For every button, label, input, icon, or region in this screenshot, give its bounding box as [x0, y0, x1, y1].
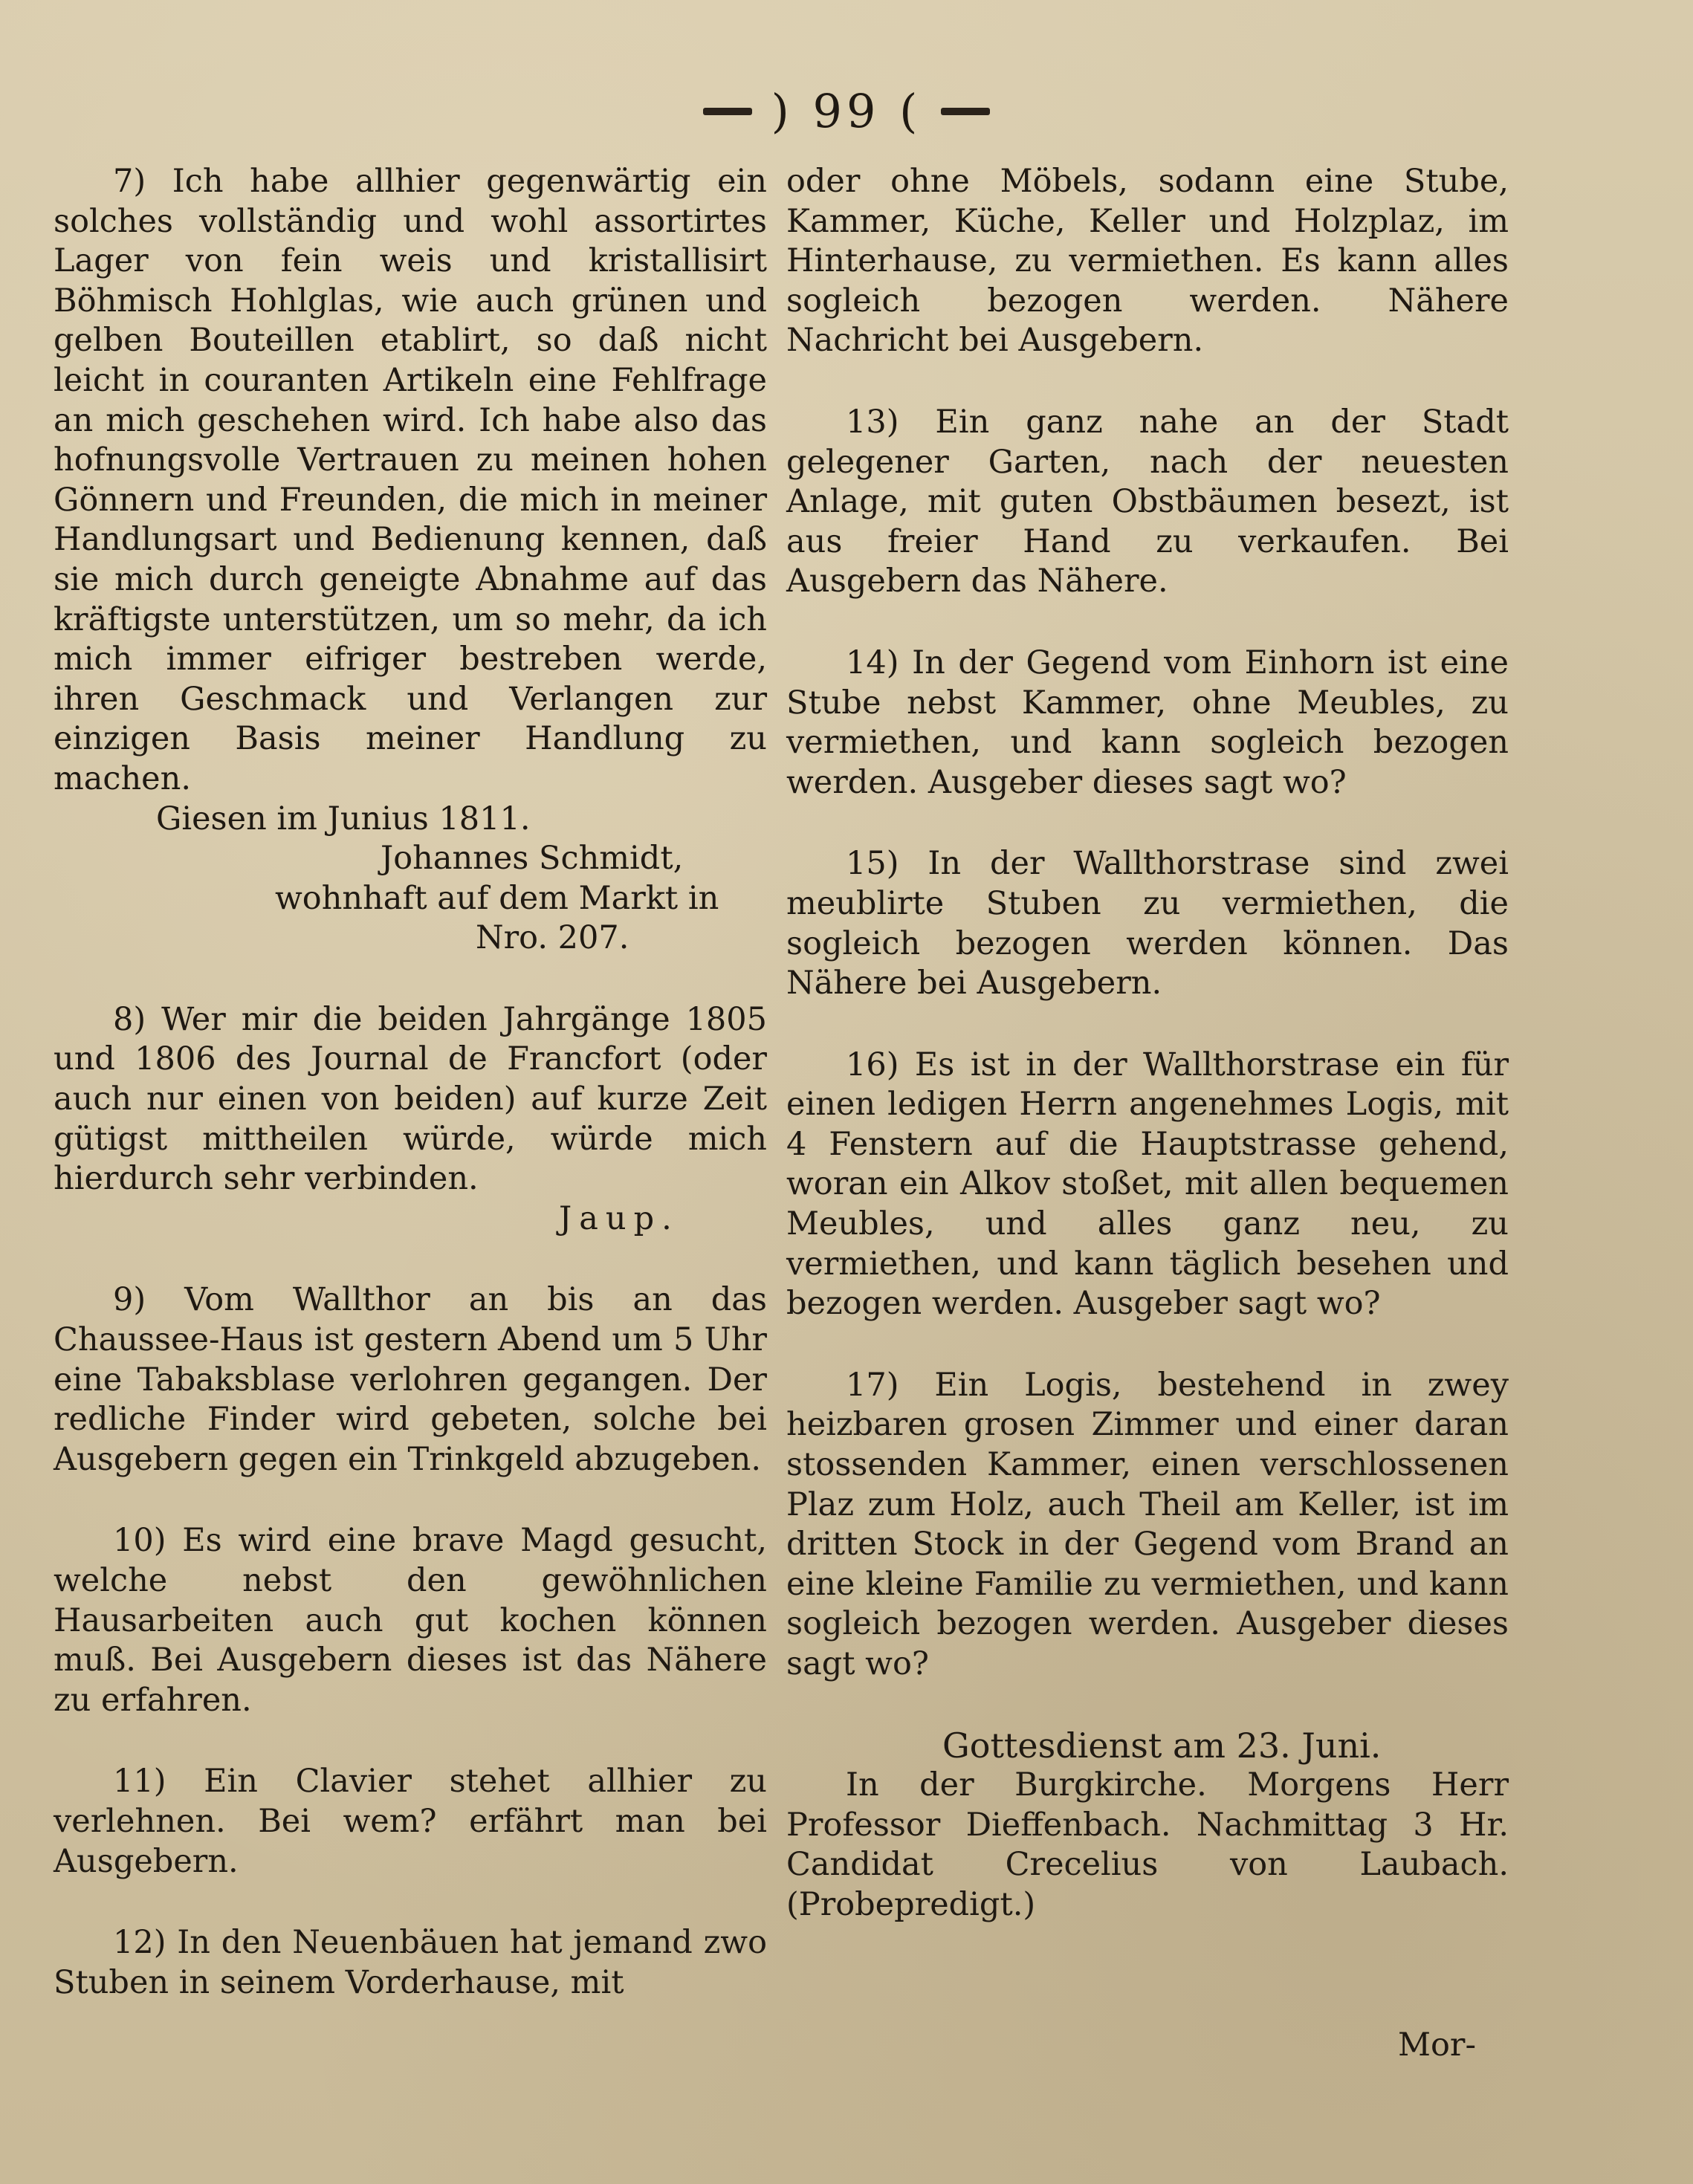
notice-7-signoff: [54, 800, 767, 959]
notice-9-text: 9) Vom Wallthor an bis an das Chaussee-Haus ist gestern Abend um 5 Uhr eine Tabaksblase verlohren gegangen. Der redliche Finder wird gebeten, solche bei Ausgebern gegen ein Trinkgeld abzugeben.: [54, 1281, 767, 1478]
header-rule-left: [703, 108, 752, 115]
notice-8-signoff: [54, 1199, 767, 1240]
left-column: [54, 162, 767, 2044]
notice-15: [786, 844, 1509, 1003]
notice-15-text: 15) In der Wallthorstrase sind zwei meublirte Stuben zu vermiethen, die sogleich bezogen werden können. Das Nähere bei Ausgebern.: [786, 845, 1509, 1002]
notice-14: [786, 644, 1509, 803]
notice-12-continued-text: oder ohne Möbels, sodann eine Stube, Kammer, Küche, Keller und Holzplaz, im Hinterhause, zu vermiethen. Es kann alles sogleich bezogen werden. Nähere Nachricht bei Ausgebern.: [786, 163, 1509, 360]
notice-11: [54, 1762, 767, 1882]
notice-8-text: 8) Wer mir die beiden Jahrgänge 1805 und 1806 des Journal de Francfort (oder auch nur einen von beiden) auf kurze Zeit gütigst mittheilen würde, würde mich hierdurch sehr verbinden.: [54, 1000, 767, 1198]
right-column: [786, 162, 1509, 1967]
notice-12-continued: [786, 162, 1509, 361]
page-header: [0, 82, 1693, 141]
notice-16-text: 16) Es ist in der Wallthorstrase ein für einen ledigen Herrn angenehmes Logis, mit 4 Fenstern auf die Hauptstrasse gehend, woran ein Alkov stoßet, mit allen bequemen Meubles, und alles ganz neu, zu vermiethen, und kann täglich besehen und bezogen werden. Ausgeber sagt wo?: [786, 1046, 1509, 1323]
notice-8-signature: Jaup.: [559, 1199, 679, 1237]
notice-7-place-date: Giesen im Junius 1811.: [156, 800, 531, 837]
notice-14-text: 14) In der Gegend vom Einhorn ist eine Stube nebst Kammer, ohne Meubles, zu vermiethen, und kann sogleich bezogen werden. Ausgeber dieses sagt wo?: [786, 644, 1509, 801]
notice-7: [54, 162, 767, 959]
notice-12-start-text: 12) In den Neuenbäuen hat jemand zwo Stuben in seinem Vorderhause, mit: [54, 1924, 767, 2001]
notice-9: [54, 1280, 767, 1480]
page-number: ) 99 (: [771, 84, 922, 138]
header-rule-right: [941, 108, 990, 115]
catchword: Mor-: [1397, 2026, 1476, 2064]
notice-10: [54, 1521, 767, 1720]
notice-8: [54, 1000, 767, 1240]
notice-13-text: 13) Ein ganz nahe an der Stadt gelegener Garten, nach der neuesten Anlage, mit guten Obstbäumen besezt, ist aus freier Hand zu verkaufen. Bei Ausgebern das Nähere.: [786, 403, 1509, 600]
notice-16: [786, 1046, 1509, 1324]
notice-17: [786, 1366, 1509, 1685]
notice-13: [786, 403, 1509, 602]
notice-11-text: 11) Ein Clavier stehet allhier zu verlehnen. Bei wem? erfährt man bei Ausgebern.: [54, 1763, 767, 1880]
notice-7-address-line2: Nro. 207.: [476, 919, 629, 957]
church-service-title: Gottesdienst am 23. Juni.: [942, 1725, 1382, 1766]
church-service-text: In der Burgkirche. Morgens Herr Professor Dieffenbach. Nachmittag 3 Hr. Candidat Crecelius von Laubach. (Probepredigt.): [786, 1766, 1509, 1923]
notice-7-text: 7) Ich habe allhier gegenwärtig ein solches vollständig und wohl assortirtes Lager von fein weis und kristallisirt Böhmisch Hohlglas, wie auch grünen und gelben Bouteillen etablirt, so daß nicht leicht in couranten Artikeln eine Fehlfrage an mich geschehen wird. Ich habe also das hofnungsvolle Vertrauen zu meinen hohen Gönnern und Freunden, die mich in meiner Handlungsart und Bedienung kennen, daß sie mich durch geneigte Abnahme auf das kräftigste unterstützen, um so mehr, da ich mich immer eifriger bestreben werde, ihren Geschmack und Verlangen zur einzigen Basis meiner Handlung zu machen.: [54, 163, 767, 797]
notice-10-text: 10) Es wird eine brave Magd gesucht, welche nebst den gewöhnlichen Hausarbeiten auch gut kochen können muß. Bei Ausgebern dieses ist das Nähere zu erfahren.: [54, 1522, 767, 1719]
notice-17-text: 17) Ein Logis, bestehend in zwey heizbaren grosen Zimmer und einer daran stossenden Kammer, einen verschlossenen Plaz zum Holz, auch Theil am Keller, ist im dritten Stock in der Gegend vom Brand an eine kleine Familie zu vermiethen, und kann sogleich bezogen werden. Ausgeber dieses sagt wo?: [786, 1366, 1509, 1682]
church-service: [786, 1726, 1509, 1925]
notice-12-start: [54, 1923, 767, 2003]
notice-7-signer: Johannes Schmidt,: [381, 840, 684, 878]
notice-7-address-line1: wohnhaft auf dem Markt in: [275, 879, 719, 917]
